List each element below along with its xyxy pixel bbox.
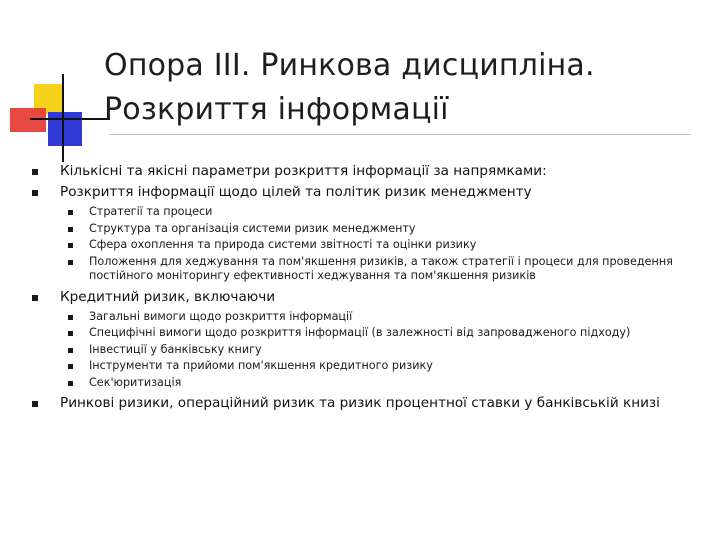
square-bullet-icon [68, 331, 73, 336]
sub-list-item [60, 376, 695, 391]
square-bullet-icon [68, 381, 73, 386]
square-bullet-icon [68, 260, 73, 265]
list-item-text: Кредитний ризик, включаючи [60, 288, 276, 305]
square-bullet-icon [32, 169, 38, 175]
sub-list-item-text: Сек'юритизація [89, 375, 182, 389]
slide-body [30, 162, 695, 415]
sub-list [60, 310, 695, 391]
list-item-text: Ринкові ризики, операційний ризик та ризик процентної ставки у банківській книзі [60, 395, 660, 411]
square-bullet-icon [68, 243, 73, 248]
sub-list-item [60, 310, 695, 325]
sub-list-item-text: Положення для хеджування та пом'якшення ризиків, а також стратегії і процеси для проведення постійного моніторингу ефективності хеджування та пом'якшення ризиків [89, 254, 673, 282]
square-bullet-icon [68, 364, 73, 369]
sub-list-item [60, 238, 695, 253]
list-item-text: Кількісні та якісні параметри розкриття інформації за напрямками: [60, 163, 547, 179]
sub-list-item-text: Стратегії та процеси [89, 205, 213, 218]
title-line-2: Розкриття інформації [104, 92, 449, 127]
sub-list-item [60, 222, 695, 237]
list-item [30, 183, 695, 284]
sub-list-item-text: Специфічні вимоги щодо розкриття інформації (в залежності від запровадженого підходу) [89, 326, 631, 339]
square-bullet-icon [68, 227, 73, 232]
square-bullet-icon [32, 190, 38, 196]
list-item [30, 288, 695, 391]
bullet-list [30, 162, 695, 413]
slide-title [104, 44, 595, 132]
sub-list-item [60, 255, 695, 284]
sub-list-item-text: Структура та організація системи ризик менеджменту [89, 221, 416, 235]
sub-list-item [60, 343, 695, 358]
sub-list-item [60, 359, 695, 374]
sub-list-item [60, 326, 695, 341]
decorative-logo [0, 0, 110, 160]
square-bullet-icon [32, 401, 38, 407]
sub-list-item-text: Інвестиції у банківську книгу [89, 342, 262, 356]
title-line-1: Опора ІІІ. Ринкова дисципліна. [104, 48, 595, 83]
title-divider [110, 134, 690, 135]
sub-list [60, 205, 695, 284]
sub-list-item-text: Інструменти та прийоми пом'якшення кредитного ризику [89, 359, 433, 372]
list-item-text: Розкриття інформації щодо цілей та політик ризик менеджменту [60, 184, 532, 200]
sub-list-item-text: Сфера охоплення та природа системи звітності та оцінки ризику [89, 238, 477, 251]
square-bullet-icon [68, 315, 73, 320]
sub-list-item [60, 205, 695, 220]
logo-horizontal-line [30, 118, 110, 120]
list-item [30, 394, 695, 413]
square-bullet-icon [32, 295, 38, 301]
red-square [10, 108, 46, 132]
sub-list-item-text: Загальні вимоги щодо розкриття інформації [89, 309, 353, 323]
list-item [30, 162, 695, 181]
square-bullet-icon [68, 348, 73, 353]
square-bullet-icon [68, 210, 73, 215]
